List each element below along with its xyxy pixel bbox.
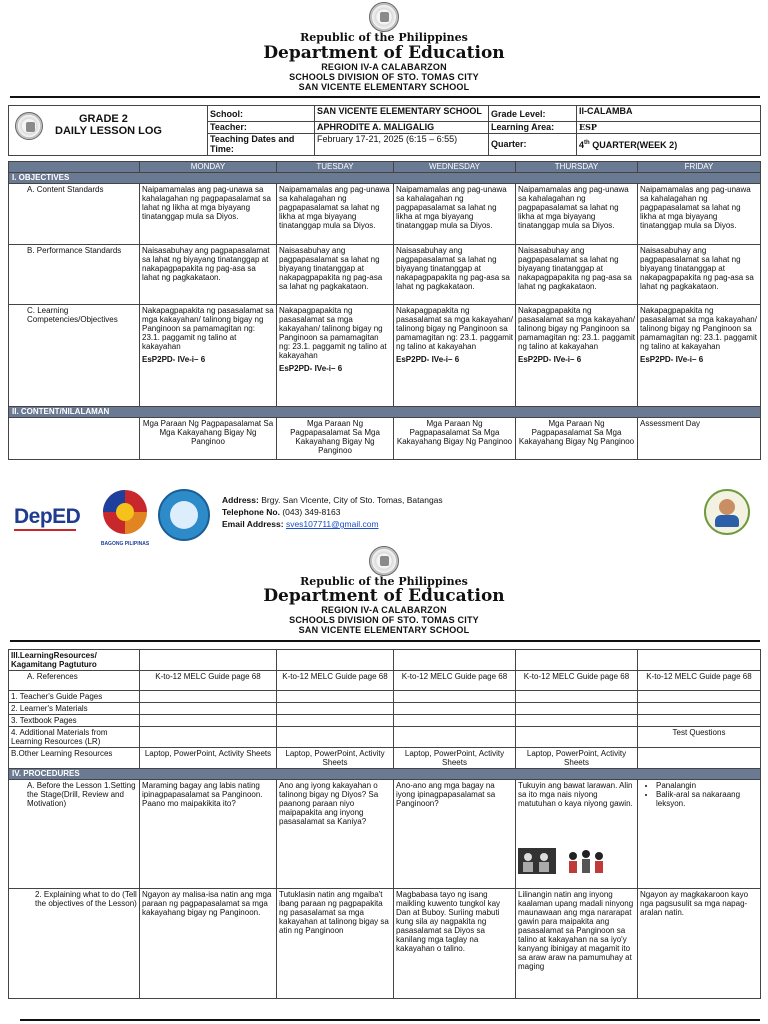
competency-code: EsP2PD- IVe-i– 6 [396,355,460,364]
performance-standards-label: B. Performance Standards [9,245,140,305]
references-wed: K-to-12 MELC Guide page 68 [394,671,516,691]
references-label: A. References [9,671,140,691]
school-text-2: SAN VICENTE ELEMENTARY SCHOOL [298,625,470,635]
performance-standards-fri: Naisasabuhay ang pagpapasalamat sa lahat ng biyayang tinatanggap at nakapagpapakita ng pag-asa sa lahat ng pagkakataon. [638,245,761,305]
phone-label: Telephone No. [222,507,280,517]
other-resources-fri [638,748,761,769]
region-text: REGION IV-A CALABARZON [321,62,447,72]
content-standards-fri: Naipamamalas ang pag-unawa sa kahalagahan ng pagpapasalamat sa lahat ng likha at mga biyayang tinatanggap mula sa Diyos. [638,184,761,245]
grade-cell [9,106,208,156]
republic-title: Republic of the Philippines [300,31,468,44]
explaining-tue: Tutuklasin natin ang mgaiba't ibang paraan ng pagpapakita ng pasasalamat sa mga kakayahan at talinong bigay sa atin ng Panginoon [277,889,394,999]
mascot-body-icon [715,515,739,527]
before-lesson-wed: Ano-ano ang mga bagay na iyong ipinagpapasalamat sa Panginoon? [394,780,516,889]
resources-blank-tue [277,650,394,671]
competency-text: Nakapagpapakita ng pasasalamat sa mga kakayahan/ talinong bigay ng Panginoon sa pamamagitan ng: 23.1. paggamit ng talino at kakayahan [279,306,387,360]
quarter-number: 4 [579,140,585,150]
quarter-value [577,134,761,156]
performance-standards-tue: Naisasabuhay ang pagpapasalamat sa lahat ng biyayang tinatanggap at nakapagpapakita ng pag-asa sa lahat ng pagkakataon. [277,245,394,305]
school-label: School: [208,106,315,122]
dates-value: February 17-21, 2025 (6:15 – 6:55) [315,134,489,156]
content-topic-wed: Mga Paraan Ng Pagpapasalamat Sa Mga Kakayahang Bigay Ng Panginoo [394,418,516,460]
lesson-info-table [8,105,761,156]
mascot-logo [704,489,750,535]
page-bottom-divider [20,1019,760,1021]
grade-level-value: II-CALAMBA [577,106,761,122]
references-fri: K-to-12 MELC Guide page 68 [638,671,761,691]
resources-procedures-table [8,649,761,999]
footer-contact [222,494,443,530]
email-label: Email Address: [222,519,284,529]
competency-text: Nakapagpapakita ng pasasalamat sa mga kakayahan/ talinong bigay ng Panginoon sa pamamagitan ng: 23.1. paggamit ng talino at kakayahan [396,306,513,351]
grade-level-label: Grade Level: [489,106,577,122]
resources-blank-mon [140,650,277,671]
before-lesson-label: A. Before the Lesson 1.Setting the Stage(Drill, Review and Motivation) [9,780,140,889]
references-thu: K-to-12 MELC Guide page 68 [516,671,638,691]
content-topic-tue: Mga Paraan Ng Pagpapasalamat Sa Mga Kakayahang Bigay Ng Panginoo [277,418,394,460]
competency-code: EsP2PD- IVe-i– 6 [142,355,206,364]
content-topic-mon: Mga Paraan Ng Pagpapasalamat Sa Mga Kakayahang Bigay Ng Panginoo [140,418,277,460]
additional-materials-fri: Test Questions [638,727,761,748]
deped-logo [14,505,80,529]
department-title: Department of Education [263,43,505,63]
learners-materials-label: 2. Learner's Materials [9,703,140,715]
explaining-fri: Ngayon ay magkakaroon kayo nga pagsusulit sa mga napag-aralan natin. [638,889,761,999]
bagong-pilipinas-text: BAGONG PILIPINAS [100,541,150,547]
deped-seal-icon [369,2,399,32]
school-logo [158,489,210,541]
competency-code: EsP2PD- IVe-i– 6 [279,364,343,373]
day-header-monday: MONDAY [140,162,277,173]
other-resources-label: B.Other Learning Resources [9,748,140,769]
performance-standards-mon: Naisasabuhay ang pagpapasalamat sa lahat ng biyayang tinatanggap at nakapagpapakita ng pag-asa sa lahat ng pagkakataon. [140,245,277,305]
performance-standards-wed: Naisasabuhay ang pagpapasalamat sa lahat ng biyayang tinatanggap at nakapagpapakita ng pag-asa sa lahat ng pagkakataon. [394,245,516,305]
deped-underline [14,529,76,531]
resources-section-title: III.LearningResources/ Kagamitang Pagtuturo [9,650,140,671]
school-value: SAN VICENTE ELEMENTARY SCHOOL [315,106,489,122]
objectives-section-title: I. OBJECTIVES [9,173,761,184]
content-standards-label: A. Content Standards [9,184,140,245]
day-header-wednesday: WEDNESDAY [394,162,516,173]
learning-competencies-mon [140,305,277,407]
kids-group-picture-icon [564,848,608,874]
explaining-wed: Magbabasa tayo ng isang maikling kuwento tungkol kay Dan at Buboy. Suriing mabuti kung sila ay nagpakita ng pasasalamat sa Diyos sa kanilang mga taglay na kakayahan o talino. [394,889,516,999]
learning-competencies-label: C. Learning Competencies/Objectives [9,305,140,407]
learning-competencies-wed [394,305,516,407]
references-tue: K-to-12 MELC Guide page 68 [277,671,394,691]
day-header-tuesday: TUESDAY [277,162,394,173]
competency-text: Nakapagpapakita ng pasasalamat sa mga kakayahan/ talinong bigay ng Panginoon sa pamamagitan ng: 23.1. paggamit ng talino at kakayahan [518,306,635,351]
competency-text: Nakapagpapakita ng pasasalamat sa mga kakayahan/ talinong bigay ng Panginoon sa pamamagitan ng: 23.1. paggamit ng talino at kakayahan [640,306,757,351]
learning-area-label: Learning Area: [489,121,577,134]
learning-competencies-tue [277,305,394,407]
address-value: Brgy. San Vicente, City of Sto. Tomas, Batangas [261,495,443,505]
teacher-value: APHRODITE A. MALIGALIG [315,121,489,134]
division-text: SCHOOLS DIVISION OF STO. TOMAS CITY [289,72,479,82]
school-text: SAN VICENTE ELEMENTARY SCHOOL [298,82,470,92]
learning-competencies-thu [516,305,638,407]
content-standards-wed: Naipamamalas ang pag-unawa sa kahalagahan ng pagpapasalamat sa lahat ng likha at mga biyayang tinatanggap mula sa Diyos. [394,184,516,245]
address-label: Address: [222,495,259,505]
explaining-label: 2. Explaining what to do (Tell the objectives of the Lesson) [9,889,140,999]
school-logo-inner-icon [170,501,198,529]
footer-email [222,518,443,530]
content-label-blank [9,418,140,460]
content-standards-thu: Naipamamalas ang pag-unawa sa kahalagahan ng pagpapasalamat sa lahat ng likha at mga biyayang tinatanggap mula sa Diyos. [516,184,638,245]
email-link[interactable]: sves107711@gmail.com [285,519,379,529]
deped-seal-icon-2 [369,546,399,576]
bagong-pilipinas-emblem-icon [96,488,154,536]
division-text-2: SCHOOLS DIVISION OF STO. TOMAS CITY [289,615,479,625]
content-topic-thu: Mga Paraan Ng Pagpapasalamat Sa Mga Kakayahang Bigay Ng Panginoo [516,418,638,460]
learning-competencies-fri [638,305,761,407]
quarter-sup: th [584,140,590,146]
content-standards-tue: Naipamamalas ang pag-unawa sa kahalagahan ng pagpapasalamat sa lahat ng likha at mga biyayang tinatanggap mula sa Diyos. [277,184,394,245]
references-mon: K-to-12 MELC Guide page 68 [140,671,277,691]
other-resources-wed: Laptop, PowerPoint, Activity Sheets [394,748,516,769]
before-lesson-fri-item: • Panalangin [656,781,758,790]
mascot-face-icon [719,499,735,515]
footer-phone [222,506,443,518]
explaining-thu: Lilinangin natin ang inyong kaalaman upang madali ninyong maunawaan ang mga nararapat gawin para maipakita ang pasasalamat sa Panginoon sa talino at kakayahan na sa iyo'y kanyang ibinigay at magamit ito sa araw araw na pamumuhay at maging [516,889,638,999]
procedures-section-title: IV. PROCEDURES [9,769,761,780]
teachers-guide-label: 1. Teacher's Guide Pages [9,691,140,703]
competency-text: Nakapagpapakita ng pasasalamat sa mga kakayahan/ talinong bigay ng Panginoon sa pamamagitan ng: 23.1. paggamit ng talino at kakayahan [142,306,274,351]
explaining-mon: Ngayon ay malisa-isa natin ang mga paraan ng pagpapasalamat sa mga kakayahang bigay ng Panginoon. [140,889,277,999]
bagong-pilipinas-logo [96,488,154,546]
resources-blank-fri [638,650,761,671]
resources-blank-thu [516,650,638,671]
before-lesson-thu [516,780,638,889]
content-section-title: II. CONTENT/NILALAMAN [9,407,761,418]
competency-code: EsP2PD- IVe-i– 6 [518,355,582,364]
before-lesson-fri [638,780,761,889]
before-lesson-mon: Maraming bagay ang labis nating ipinagpapasalamat sa Panginoon. Paano mo maipakikita ito? [140,780,277,889]
content-topic-fri: Assessment Day [638,418,761,460]
other-resources-thu: Laptop, PowerPoint, Activity Sheets [516,748,638,769]
footer-address [222,494,443,506]
phone-value: (043) 349-8163 [282,507,341,517]
deped-seal-small-icon [15,112,43,140]
learning-area-value: ESP [577,121,761,134]
before-lesson-thu-text: Tukuyin ang bawat larawan. Alin sa ito mga nais niyong matutuhan o kaya niyong gawin. [518,781,633,808]
competency-code: EsP2PD- IVe-i– 6 [640,355,704,364]
performance-standards-thu: Naisasabuhay ang pagpapasalamat sa lahat ng biyayang tinatanggap at nakapagpapakita ng pag-asa sa lahat ng pagkakataon. [516,245,638,305]
republic-title-2: Republic of the Philippines [300,575,468,588]
before-lesson-fri-item: • Balik-aral sa nakaraang leksyon. [656,790,758,808]
day-header-thursday: THURSDAY [516,162,638,173]
day-header-blank [9,162,140,173]
textbook-pages-label: 3. Textbook Pages [9,715,140,727]
activity-pictures [518,848,635,874]
content-standards-mon: Naipamamalas ang pag-unawa sa kahalagahan ng pagpapasalamat sa lahat ng likha at mga biyayang tinatanggap mula sa Diyos. [140,184,277,245]
log-title: DAILY LESSON LOG [55,125,162,137]
other-resources-tue: Laptop, PowerPoint, Activity Sheets [277,748,394,769]
other-resources-mon: Laptop, PowerPoint, Activity Sheets [140,748,277,769]
region-text-2: REGION IV-A CALABARZON [321,605,447,615]
grade-label: GRADE 2 [79,113,128,125]
day-header-friday: FRIDAY [638,162,761,173]
header-divider [10,96,760,98]
objectives-table [8,161,761,460]
header-divider-2 [10,640,760,642]
additional-materials-label: 4. Additional Materials from Learning Resources (LR) [9,727,140,748]
quarter-label: Quarter: [489,134,577,156]
kids-drawing-picture-icon [518,848,556,874]
dates-label: Teaching Dates and Time: [208,134,315,156]
deped-logo-text: DepED [14,505,81,528]
teacher-label: Teacher: [208,121,315,134]
before-lesson-tue: Ano ang iyong kakayahan o talinong bigay ng Diyos? Sa paanong paraan niyo maipapakita ang inyong pasasalamat sa Kaniya? [277,780,394,889]
quarter-text: QUARTER(WEEK 2) [589,140,678,150]
resources-blank-wed [394,650,516,671]
department-title-2: Department of Education [263,586,505,606]
